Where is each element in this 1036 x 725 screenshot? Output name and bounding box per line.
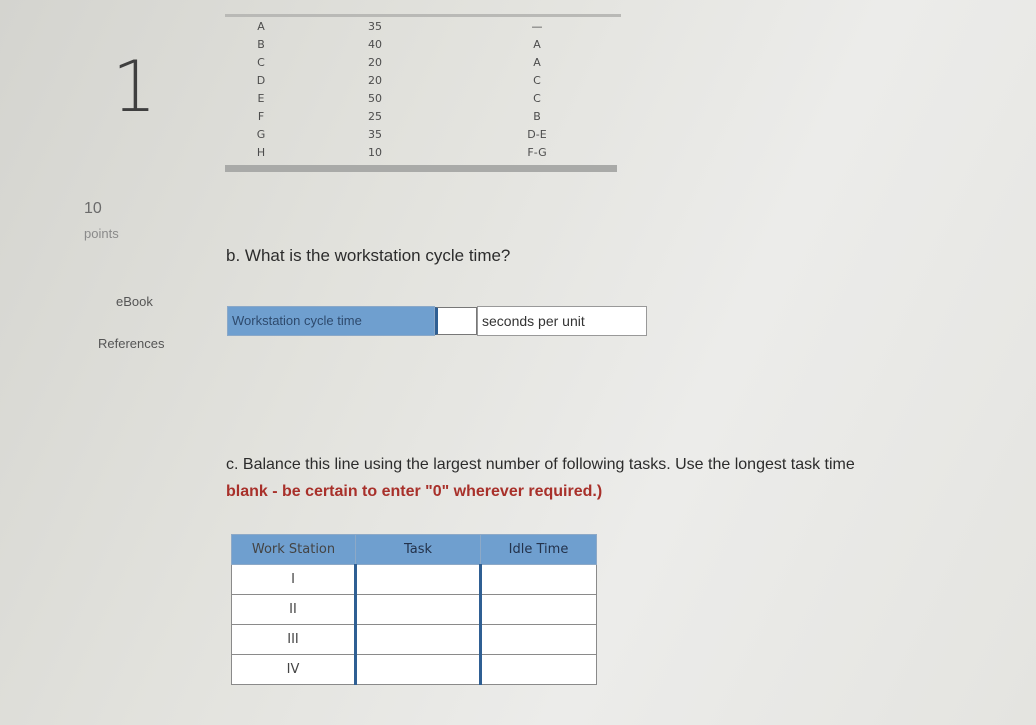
table-row bbox=[232, 655, 597, 685]
task-input[interactable] bbox=[357, 565, 479, 594]
table-row bbox=[232, 595, 597, 625]
work-station-label: I bbox=[232, 565, 356, 595]
predecessor-cell: A bbox=[533, 55, 541, 69]
cycle-time-input[interactable] bbox=[435, 307, 477, 335]
work-station-label: IV bbox=[232, 655, 356, 685]
references-link[interactable]: References bbox=[98, 336, 165, 351]
time-cell: 20 bbox=[368, 55, 382, 69]
table-bottom-rule bbox=[225, 165, 617, 172]
predecessor-cell: C bbox=[533, 73, 541, 87]
idle-time-header: Idle Time bbox=[481, 535, 597, 565]
table-row bbox=[225, 107, 621, 125]
table-row bbox=[225, 143, 621, 161]
idle-time-input[interactable] bbox=[482, 565, 596, 594]
time-cell: 10 bbox=[368, 145, 382, 159]
predecessor-cell: D-E bbox=[527, 127, 547, 141]
task-cell: B bbox=[257, 37, 265, 51]
predecessor-cell: F-G bbox=[527, 145, 547, 159]
points-label: points bbox=[84, 226, 119, 241]
table-row bbox=[225, 89, 621, 107]
part-b-question: b. What is the workstation cycle time? bbox=[226, 246, 511, 265]
predecessor-cell: — bbox=[531, 19, 543, 33]
predecessor-cell: C bbox=[533, 91, 541, 105]
task-input[interactable] bbox=[357, 595, 479, 624]
cycle-time-answer-row bbox=[227, 306, 647, 336]
work-station-header: Work Station bbox=[232, 535, 356, 565]
time-cell: 25 bbox=[368, 109, 382, 123]
task-cell: F bbox=[257, 109, 265, 123]
points-value: 10 bbox=[84, 200, 102, 217]
table-row bbox=[225, 53, 621, 71]
task-input[interactable] bbox=[357, 625, 479, 654]
work-station-label: III bbox=[232, 625, 356, 655]
time-cell: 40 bbox=[368, 37, 382, 51]
cycle-time-unit: seconds per unit bbox=[477, 306, 647, 336]
table-row bbox=[232, 625, 597, 655]
idle-time-input[interactable] bbox=[482, 595, 596, 624]
ebook-link[interactable]: eBook bbox=[116, 294, 153, 309]
predecessor-cell: A bbox=[533, 37, 541, 51]
time-cell: 35 bbox=[368, 127, 382, 141]
question-number: 1 bbox=[112, 46, 157, 128]
task-cell: H bbox=[256, 145, 266, 159]
work-station-label: II bbox=[232, 595, 356, 625]
task-cell: A bbox=[257, 19, 265, 33]
line-balance-table bbox=[231, 534, 597, 685]
task-input[interactable] bbox=[357, 655, 479, 684]
time-cell: 35 bbox=[368, 19, 382, 33]
idle-time-input[interactable] bbox=[482, 655, 596, 684]
table-row bbox=[225, 17, 621, 35]
task-table-container bbox=[225, 14, 621, 172]
time-cell: 20 bbox=[368, 73, 382, 87]
task-header: Task bbox=[356, 535, 481, 565]
table-row bbox=[225, 35, 621, 53]
time-cell: 50 bbox=[368, 91, 382, 105]
table-header-row bbox=[232, 535, 597, 565]
cycle-time-label: Workstation cycle time bbox=[227, 306, 435, 336]
task-cell: G bbox=[256, 127, 266, 141]
idle-time-input[interactable] bbox=[482, 625, 596, 654]
table-row bbox=[225, 125, 621, 143]
task-time-table bbox=[225, 17, 621, 161]
predecessor-cell: B bbox=[533, 109, 541, 123]
task-cell: C bbox=[257, 55, 265, 69]
part-c-question: c. Balance this line using the largest number of following tasks. Use the longest task time bbox=[226, 456, 855, 473]
part-c-instruction: blank - be certain to enter "0" wherever required.) bbox=[226, 483, 603, 500]
task-cell: E bbox=[257, 91, 265, 105]
table-row bbox=[225, 71, 621, 89]
task-cell: D bbox=[256, 73, 266, 87]
table-row bbox=[232, 565, 597, 595]
